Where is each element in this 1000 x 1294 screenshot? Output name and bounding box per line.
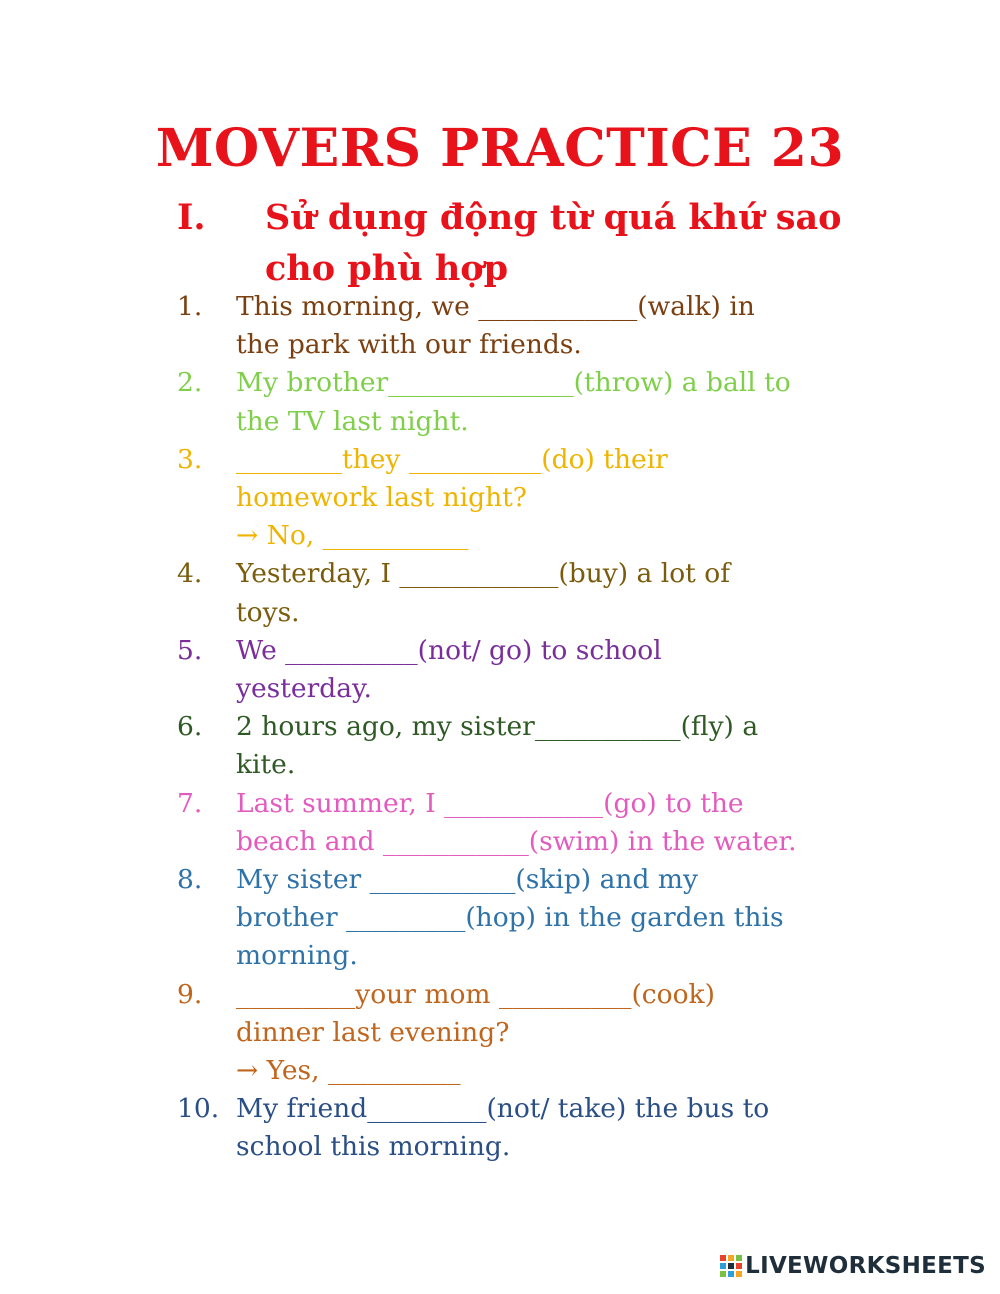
item-number: 6.	[177, 711, 203, 743]
exercise-item-4	[177, 555, 897, 631]
item-number: 2.	[177, 367, 203, 399]
item-line: My sister ___________(skip) and my	[236, 864, 698, 896]
item-number: 4.	[177, 558, 203, 590]
item-line: kite.	[236, 749, 296, 781]
item-line: We __________(not/ go) to school	[236, 634, 662, 666]
item-answer-line: → Yes, __________	[236, 1055, 461, 1087]
item-line: the TV last night.	[236, 405, 469, 437]
item-number: 8.	[177, 864, 203, 896]
item-line: beach and ___________(swim) in the water.	[236, 825, 797, 857]
item-line: brother _________(hop) in the garden this	[236, 902, 784, 934]
liveworksheets-logo-icon	[720, 1255, 742, 1277]
item-line: school this morning.	[236, 1131, 511, 1163]
liveworksheets-logo	[720, 1252, 986, 1280]
section-instruction-line: Sử dụng động từ quá khứ sao	[265, 197, 842, 238]
exercise-item-8	[177, 861, 897, 976]
item-number: 3.	[177, 443, 203, 475]
item-number: 9.	[177, 978, 203, 1010]
item-line: Last summer, I ____________(go) to the	[236, 787, 744, 819]
item-number: 10.	[177, 1093, 220, 1125]
item-line: My brother______________(throw) a ball to	[236, 367, 791, 399]
item-line: dinner last evening?	[236, 1016, 510, 1048]
item-line: toys.	[236, 596, 300, 628]
exercise-item-3	[177, 441, 897, 556]
exercise-item-2	[177, 364, 897, 440]
item-line: morning.	[236, 940, 358, 972]
exercise-item-6	[177, 708, 897, 784]
exercise-item-1	[177, 288, 897, 364]
item-number: 7.	[177, 787, 203, 819]
item-line: yesterday.	[236, 673, 372, 705]
liveworksheets-brand-name: LIVEWORKSHEETS	[745, 1253, 986, 1279]
section-instruction-line: cho phù hợp	[265, 248, 509, 289]
item-line: _________your mom __________(cook)	[236, 978, 715, 1010]
exercise-list	[177, 288, 897, 1167]
exercise-item-5	[177, 632, 897, 708]
item-line: ________they __________(do) their	[236, 443, 668, 475]
exercise-item-10	[177, 1090, 897, 1166]
item-line: This morning, we ____________(walk) in	[236, 291, 755, 322]
exercise-item-9	[177, 976, 897, 1091]
item-line: Yesterday, I ____________(buy) a lot of	[236, 558, 731, 590]
item-answer-line: → No, ___________	[236, 520, 469, 552]
item-line: 2 hours ago, my sister___________(fly) a	[236, 711, 759, 743]
item-number: 5.	[177, 634, 203, 666]
section-instruction	[265, 192, 895, 294]
item-line: homework last night?	[236, 482, 527, 514]
item-line: My friend_________(not/ take) the bus to	[236, 1093, 770, 1125]
page-title: MOVERS PRACTICE 23	[155, 118, 845, 179]
section-number: I.	[177, 197, 206, 238]
exercise-item-7	[177, 785, 897, 861]
item-line: the park with our friends.	[236, 329, 582, 361]
item-number: 1.	[177, 291, 203, 322]
